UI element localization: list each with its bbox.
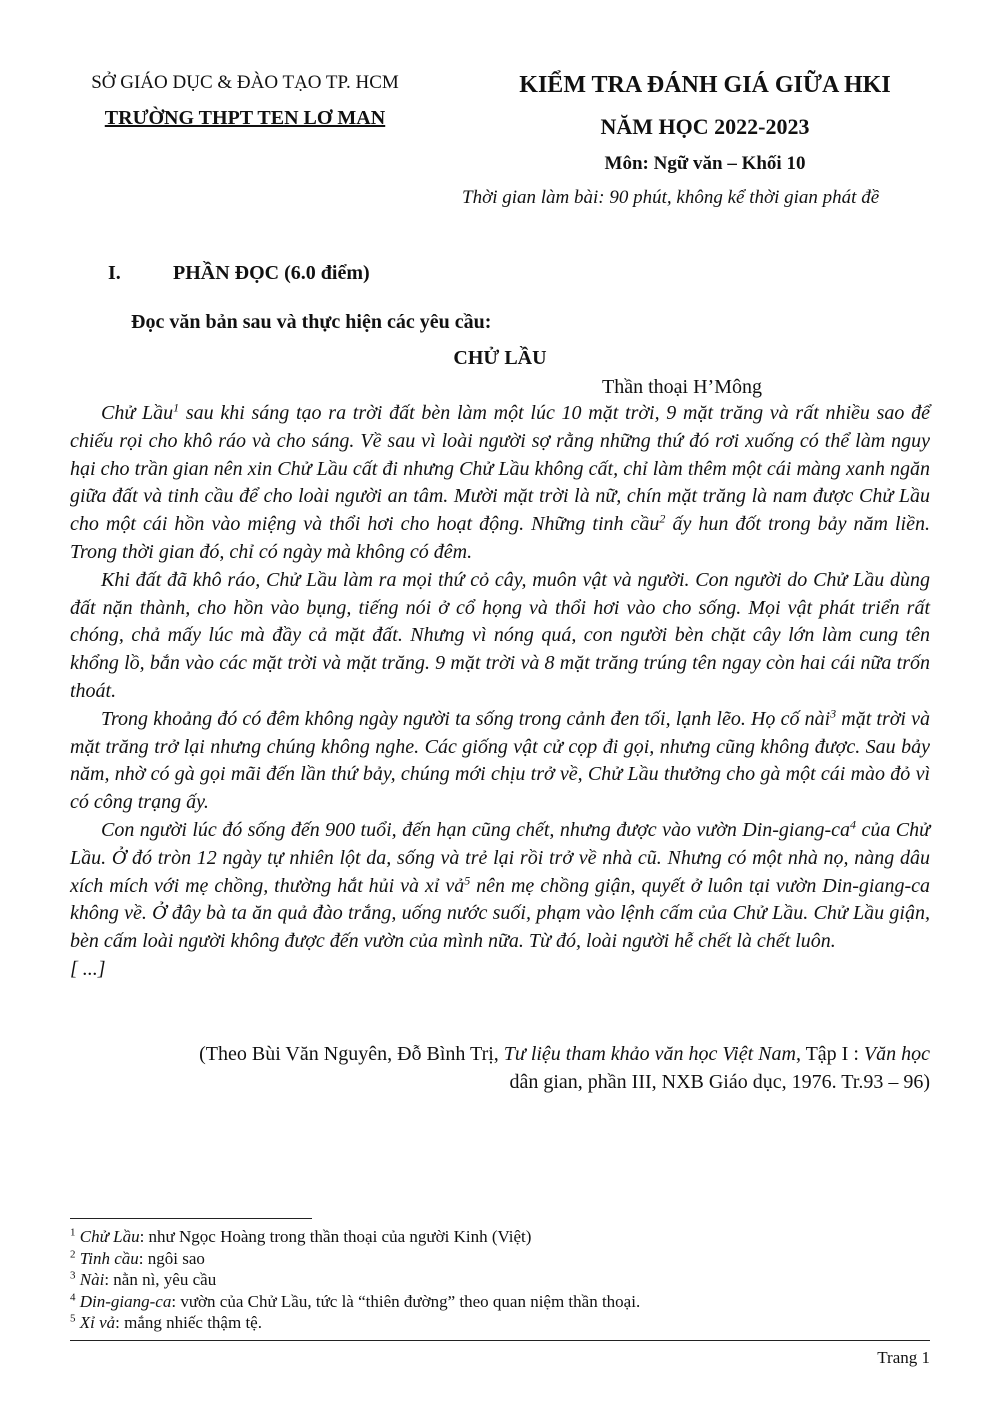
exam-time: Thời gian làm bài: 90 phút, không kể thời gian phát đề [462,187,880,208]
footnote-ref-4: 4 [850,817,857,832]
paragraph-3: Trong khoảng đó có đêm không ngày người ta sống trong cảnh đen tối, lạnh lẽo. Họ cố nài$^3$ mặt trời và mặt trăng trở lại nhưng chúng không nghe. Các giống vật cử cọp đi gọi, nhưng cũng không được. Sau bảy năm, nhờ có gà gọi mãi đến lần thứ bảy, chúng mới chịu trở về, Chử Lầu thưởng cho gà một cái mào đỏ vì có công trạng ấy. [70,706,930,814]
story-genre: Thần thoại H’Mông [602,376,762,398]
department-name: SỞ GIÁO DỤC & ĐÀO TẠO TP. HCM [91,72,399,93]
page-number: Trang 1 [877,1348,930,1367]
footnote-3: $^3$ Nài: nằn nì, yêu cầu [70,1269,217,1289]
citation: (Theo Bùi Văn Nguyên, Đỗ Bình Trị, Tư liệu tham khảo văn học Việt Nam, Tập I : Văn học dân gian, phần III, NXB Giáo dục, 1976. Tr.93 – 96) [199,1043,930,1093]
section-number: I. [108,262,121,284]
footnote-2: $^2$ Tinh cầu: ngôi sao [70,1247,205,1268]
story-title: CHỬ LẦU [453,347,547,369]
exam-title: KIỂM TRA ĐÁNH GIÁ GIỮA HKI [519,72,891,98]
footnotes [70,1226,930,1334]
footnote-ref-2: 2 [659,511,666,526]
subject: Môn: Ngữ văn – Khối 10 [604,153,806,174]
footnote-ref-5: 5 [464,872,471,887]
section-title: PHẦN ĐỌC (6.0 điểm) [173,262,370,284]
story-body [70,400,930,984]
school-year: NĂM HỌC 2022-2023 [600,114,810,139]
footnote-ref-1: 1 [173,400,180,415]
footnote-ref-3: 3 [830,706,837,721]
school-name: TRƯỜNG THPT TEN LƠ MAN [104,107,386,129]
paragraph-4: Con người lúc đó sống đến 900 tuổi, đến hạn cũng chết, nhưng được vào vườn Din-$giang-ca^4$ của Chử Lầu. Ở đó tròn 12 ngày tự nhiên lột da, sống và trẻ lại rồi trở về nhà cũ. Nhưng có một nhà nọ, nàng dâu xích mích với mẹ chồng, thường hắt hủi và xỉ vả$^5$ nên mẹ chồng giận, quyết ở luôn tại vườn Din-giang-ca không về. Ở đây bà ta ăn quả đào trắng, uống nước suối, phạm vào lệnh cấm của Chử Lầu. Chử Lầu giận, bèn cấm loài người không được đến vườn của mình nữa. Từ đó, loài người hễ chết là chết luôn. [70,817,930,953]
paragraph-2: Khi đất đã khô ráo, Chử Lầu làm ra mọi thứ cỏ cây, muôn vật và người. Con người do Chử Lầu dùng đất nặn thành, cho hồn vào bụng, tiếng nói ở cổ họng và thổi hơi vào cho sống. Mọi vật phát triển rất chóng, chả mấy lúc mà đầy cả mặt đất. Nhưng vì nóng quá, con người bèn chặt cây lớn làm cung tên khổng lồ, bắn vào các mặt trời và mặt trăng. 9 mặt trời và 8 mặt trăng trúng tên ngay còn hai cái nữa trốn thoát. [70,568,930,702]
footnote-4: $^4$ Din-giang-ca: vườn của Chử Lầu, tức là “thiên đường” theo quan niệm thần thoại. [70,1290,641,1311]
instruction: Đọc văn bản sau và thực hiện các yêu cầu: [131,311,492,333]
footer-rule [70,1340,930,1341]
footnote-separator [70,1218,312,1219]
ellipsis: [ ...] [70,957,106,980]
footnote-1: $^1$ Chử Lầu: như Ngọc Hoàng trong thần thoại của người Kinh (Việt) [70,1226,532,1246]
footnote-5: $^5$ Xỉ vả: mắng nhiếc thậm tệ. [70,1312,262,1332]
paragraph-1: Chử Lầu$^1$ sau khi sáng tạo ra trời đất bèn làm một lúc 10 mặt trời, 9 mặt trăng và rất nhiều sao để chiếu rọi cho khô ráo và cho sáng. Về sau vì loài người sợ rằng những thứ đó rơi xuống có thể làm nguy hại cho trần gian nên xin Chử Lầu cất đi nhưng Chử Lầu không cất, chỉ làm thêm một cái màng xanh ngăn giữa đất và tinh cầu để cho loài người an tâm. Mười mặt trời là nữ, chín mặt trăng là nam được Chử Lầu cho một cái hồn vào miệng và thổi hơi cho hoạt động. Những tinh cầu$^2$ ấy hun đốt trong bảy năm liền. Trong thời gian đó, chỉ có ngày mà không có đêm. [70,400,931,563]
